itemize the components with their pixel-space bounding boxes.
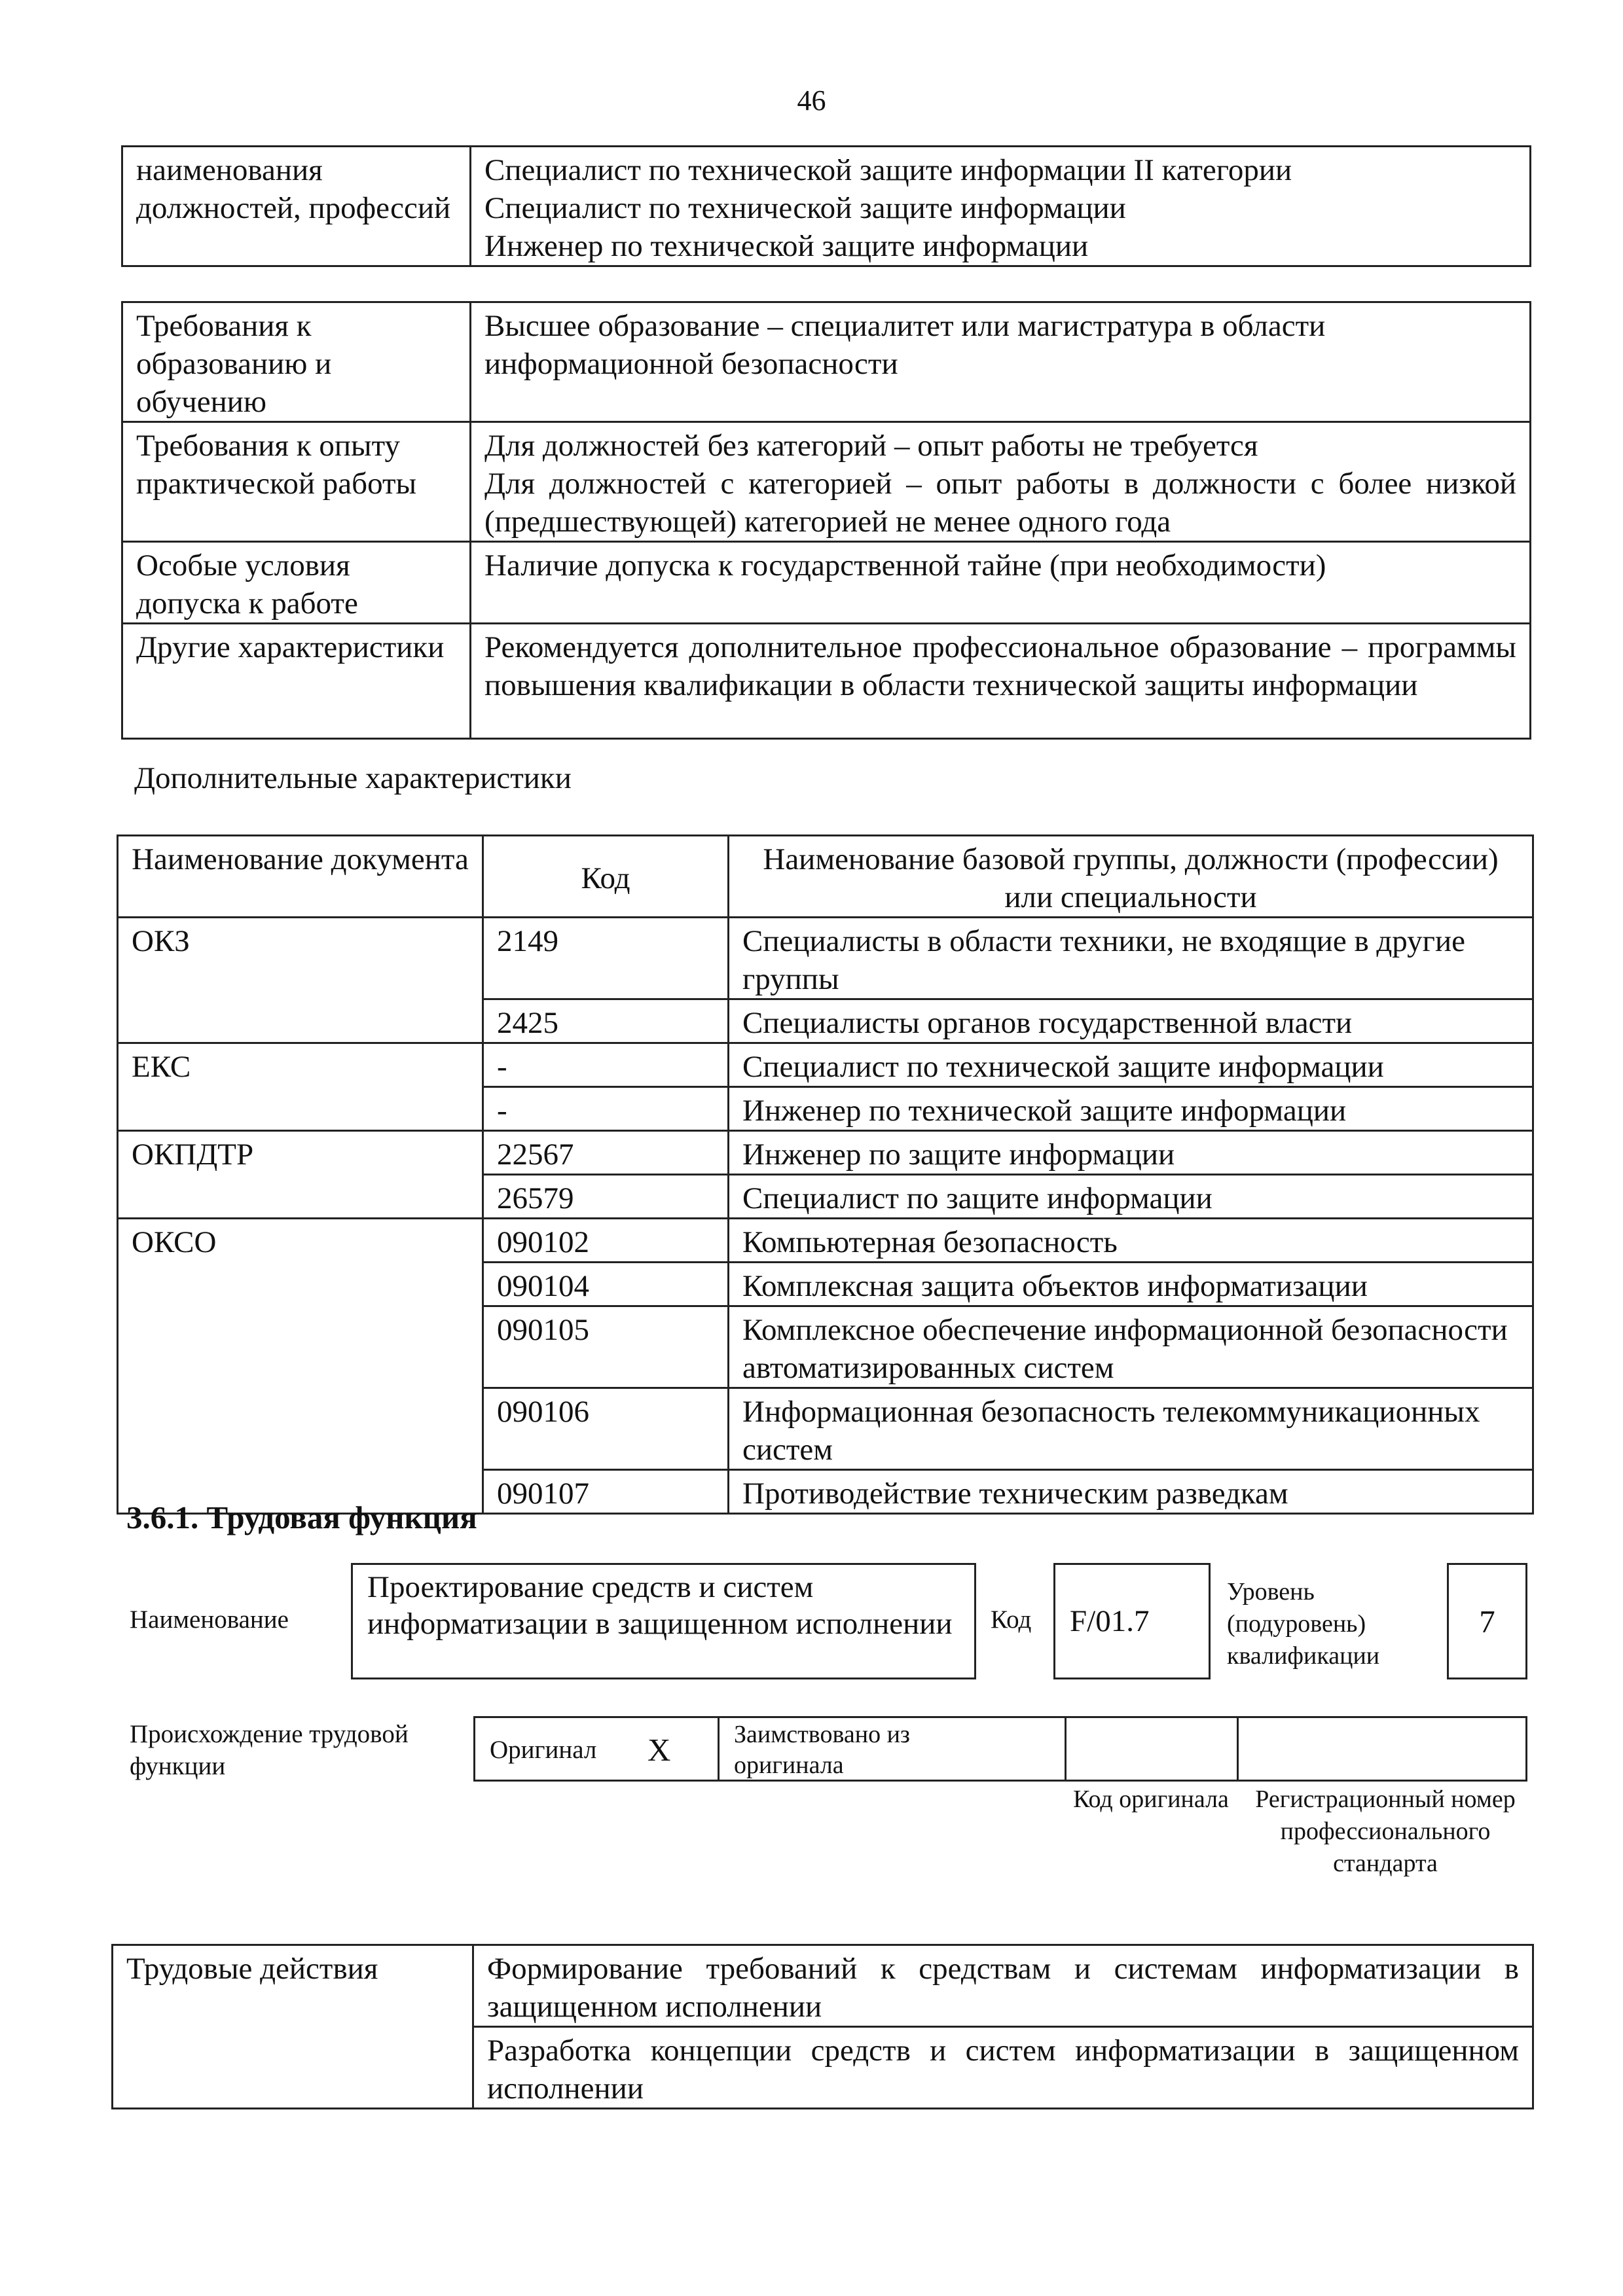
- original-label: Оригинал: [490, 1736, 597, 1764]
- action-item: Разработка концепции средств и систем информатизации в защищенном исполнении: [473, 2027, 1533, 2109]
- divider: [718, 1718, 720, 1780]
- divider: [1065, 1718, 1067, 1780]
- positions-label: наименования должностей, профессий: [122, 147, 471, 266]
- req-line: Наличие допуска к государственной тайне (при необходимости): [484, 548, 1326, 583]
- req-line: Для должностей без категорий – опыт работы не требуется: [484, 429, 1258, 463]
- origin-label: Происхождение трудовой функции: [130, 1720, 409, 1780]
- list-item: Инженер по технической защите информации: [484, 229, 1089, 263]
- name-label: Наименование: [130, 1605, 289, 1634]
- code-cell: -: [483, 1043, 729, 1087]
- level-label: Уровень (подуровень) квалификации: [1227, 1578, 1380, 1670]
- table-row: [113, 1945, 1533, 2027]
- table-row: [118, 1219, 1533, 1263]
- table-row: [122, 147, 1531, 266]
- function-heading: 3.6.1. Трудовая функция: [126, 1499, 477, 1535]
- function-name-value: Проектирование средств и систем информатизации в защищенном исполнении: [367, 1570, 953, 1641]
- table-row: [118, 1131, 1533, 1175]
- function-name-box: [351, 1563, 976, 1679]
- name-cell: Информационная безопасность телекоммуникационных систем: [729, 1388, 1533, 1470]
- req-value: [471, 302, 1531, 422]
- divider: [1237, 1718, 1239, 1780]
- doc-cell: ОКПДТР: [118, 1131, 483, 1219]
- level-value: 7: [1479, 1603, 1495, 1640]
- req-line: Для должностей с категорией – опыт работы в должности с более низкой (предшествующей) категорией не менее одного года: [484, 467, 1516, 539]
- positions-table: [121, 145, 1531, 267]
- table-row: [122, 624, 1531, 739]
- req-line: Высшее образование – специалитет или магистратура в области информационной безопасности: [484, 309, 1326, 381]
- name-cell: Специалисты органов государственной власти: [729, 999, 1533, 1043]
- origin-box: [473, 1716, 1527, 1782]
- code-cell: 090105: [483, 1306, 729, 1388]
- function-code-box: [1053, 1563, 1211, 1679]
- actions-table: [111, 1944, 1534, 2109]
- req-value: [471, 542, 1531, 624]
- code-cell: 22567: [483, 1131, 729, 1175]
- req-value: [471, 624, 1531, 739]
- table-row: [122, 542, 1531, 624]
- header-code: Код: [483, 836, 729, 918]
- header-name: Наименование базовой группы, должности (профессии) или специальности: [729, 836, 1533, 918]
- name-cell: Противодействие техническим разведкам: [729, 1470, 1533, 1514]
- actions-label: Трудовые действия: [113, 1945, 473, 2109]
- code-label: Код: [991, 1605, 1032, 1634]
- doc-cell: ОКЗ: [118, 918, 483, 1043]
- code-cell: 2149: [483, 918, 729, 999]
- original-mark: X: [647, 1732, 671, 1768]
- name-cell: Инженер по технической защите информации: [729, 1087, 1533, 1131]
- req-label: Другие характеристики: [122, 624, 471, 739]
- table-row: [122, 302, 1531, 422]
- name-cell: Комплексная защита объектов информатизации: [729, 1263, 1533, 1306]
- name-cell: Инженер по защите информации: [729, 1131, 1533, 1175]
- page-number: 46: [797, 84, 826, 117]
- doc-cell: ЕКС: [118, 1043, 483, 1131]
- name-cell: Специалист по технической защите информации: [729, 1043, 1533, 1087]
- req-label: Требования к образованию и обучению: [122, 302, 471, 422]
- name-cell: Компьютерная безопасность: [729, 1219, 1533, 1263]
- code-cell: 090106: [483, 1388, 729, 1470]
- header-doc: Наименование документа: [118, 836, 483, 918]
- code-cell: -: [483, 1087, 729, 1131]
- code-cell: 26579: [483, 1175, 729, 1219]
- list-item: Специалист по технической защите информации II категории: [484, 153, 1292, 187]
- code-cell: 090104: [483, 1263, 729, 1306]
- borrowed-label: Заимствовано из оригинала: [734, 1721, 910, 1779]
- requirements-table: [121, 301, 1531, 740]
- req-label: Требования к опыту практической работы: [122, 422, 471, 542]
- level-box: [1447, 1563, 1527, 1679]
- list-item: Специалист по технической защите информации: [484, 191, 1126, 225]
- function-code-value: F/01.7: [1070, 1604, 1150, 1638]
- name-cell: Специалист по защите информации: [729, 1175, 1533, 1219]
- action-item: Формирование требований к средствам и системам информатизации в защищенном исполнении: [473, 1945, 1533, 2027]
- code-cell: 090107: [483, 1470, 729, 1514]
- req-line: Рекомендуется дополнительное профессиональное образование – программы повышения квалификации в области технической защиты информации: [484, 630, 1516, 702]
- name-cell: Комплексное обеспечение информационной безопасности автоматизированных систем: [729, 1306, 1533, 1388]
- name-cell: Специалисты в области техники, не входящие в другие группы: [729, 918, 1533, 999]
- table-row: [118, 1043, 1533, 1087]
- code-caption: Код оригинала: [1073, 1785, 1229, 1813]
- code-cell: 2425: [483, 999, 729, 1043]
- section-title: Дополнительные характеристики: [134, 761, 572, 795]
- positions-values: [471, 147, 1531, 266]
- table-header: [118, 836, 1533, 918]
- doc-cell: ОКСО: [118, 1219, 483, 1514]
- table-row: [122, 422, 1531, 542]
- reg-caption: Регистрационный номер профессионального стандарта: [1255, 1785, 1516, 1877]
- req-label: Особые условия допуска к работе: [122, 542, 471, 624]
- table-row: [118, 918, 1533, 999]
- additional-table: [117, 834, 1534, 1515]
- code-cell: 090102: [483, 1219, 729, 1263]
- req-value: [471, 422, 1531, 542]
